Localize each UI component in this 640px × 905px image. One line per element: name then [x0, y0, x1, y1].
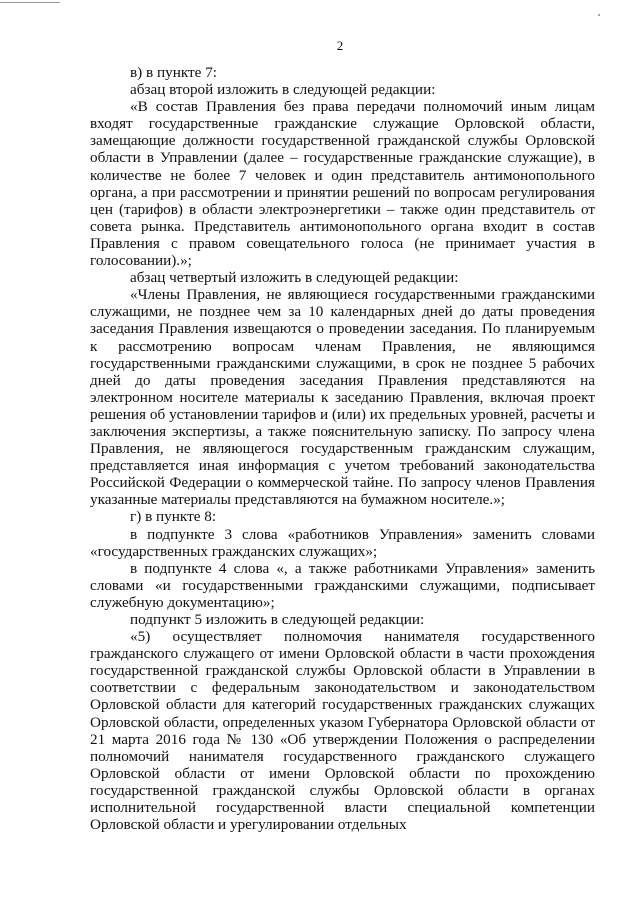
paragraph-quote: «5) осуществляет полномочия нанимателя государственного гражданского служащего от имени Орловской области в части прохождения государственной гражданской службы Орловской области в Управлении в соответствии с федеральным законодательством и законодательством Орловской области для категорий государственных гражданских служащих Орловской области, определенных указом Губернатора Орловской области от 21 марта 2016 года № 130 «Об утверждении Положения о распределении полномочий нанимателя государственного гражданского служащего Орловской области от имени Орловской области по прохождению государственной гражданской службы Орловской области в органах исполнительной государственной власти специальной компетенции Орловской области и урегулировании отдельных: [90, 628, 595, 834]
paragraph-item-v: в) в пункте 7:: [130, 64, 218, 81]
page-number: 2: [336, 38, 344, 53]
paragraph-item-g: г) в пункте 8:: [130, 508, 217, 526]
paragraph-quote: «Члены Правления, не являющиеся государственными гражданскими служащими, не позднее чем за 10 календарных дней до даты проведения заседания Правления извещаются о проведении заседания. По планируемым к рассмотрению вопросам членам Правления, не являющимся государственными гражданскими служащими, в срок не позднее 5 рабочих дней до даты проведения заседания Правления представляются на электронном носителе материалы к заседанию Правления, включая проект решения об установлении тарифов и (или) их предельных уровней, расчеты и заключения экспертизы, а также пояснительную записку. По запросу члена Правления, не являющегося государственным гражданским служащим, представляется иная информация с учетом требований законодательства Российской Федерации о коммерческой тайне. По запросу членов Правления указанные материалы представляются на бумажном носителе.»;: [90, 286, 595, 509]
paragraph-instruction: в подпункте 3 слова «работников Управления» заменить словами «государственных гражданских служащих»;: [90, 525, 595, 560]
paragraph-instruction: абзац второй изложить в следующей редакции:: [130, 81, 436, 99]
paragraph-instruction: абзац четвертый изложить в следующей редакции:: [130, 269, 459, 287]
scan-speck: [598, 14, 600, 16]
document-body: [90, 64, 595, 833]
paragraph-instruction: подпункт 5 изложить в следующей редакции:: [130, 611, 425, 628]
paragraph-instruction: в подпункте 4 слова «, а также работниками Управления» заменить словами «и государственными гражданскими служащими, подписывает служебную документацию»;: [90, 559, 595, 611]
paragraph-quote: «В состав Правления без права передачи полномочий иным лицам входят государственные гражданские служащие Орловской области, замещающие должности государственной гражданской службы Орловской области в Управлении (далее – государственные гражданские служащие), в количестве не более 7 человек и один представитель антимонопольного органа, а при рассмотрении и принятии решений по вопросам регулирования цен (тарифов) в области электроэнергетики – также один представитель от совета рынка. Представитель антимонопольного органа входит в состав Правления с правом совещательного голоса (не принимает участия в голосовании).»;: [90, 98, 595, 270]
scan-edge-mark: [0, 2, 60, 3]
